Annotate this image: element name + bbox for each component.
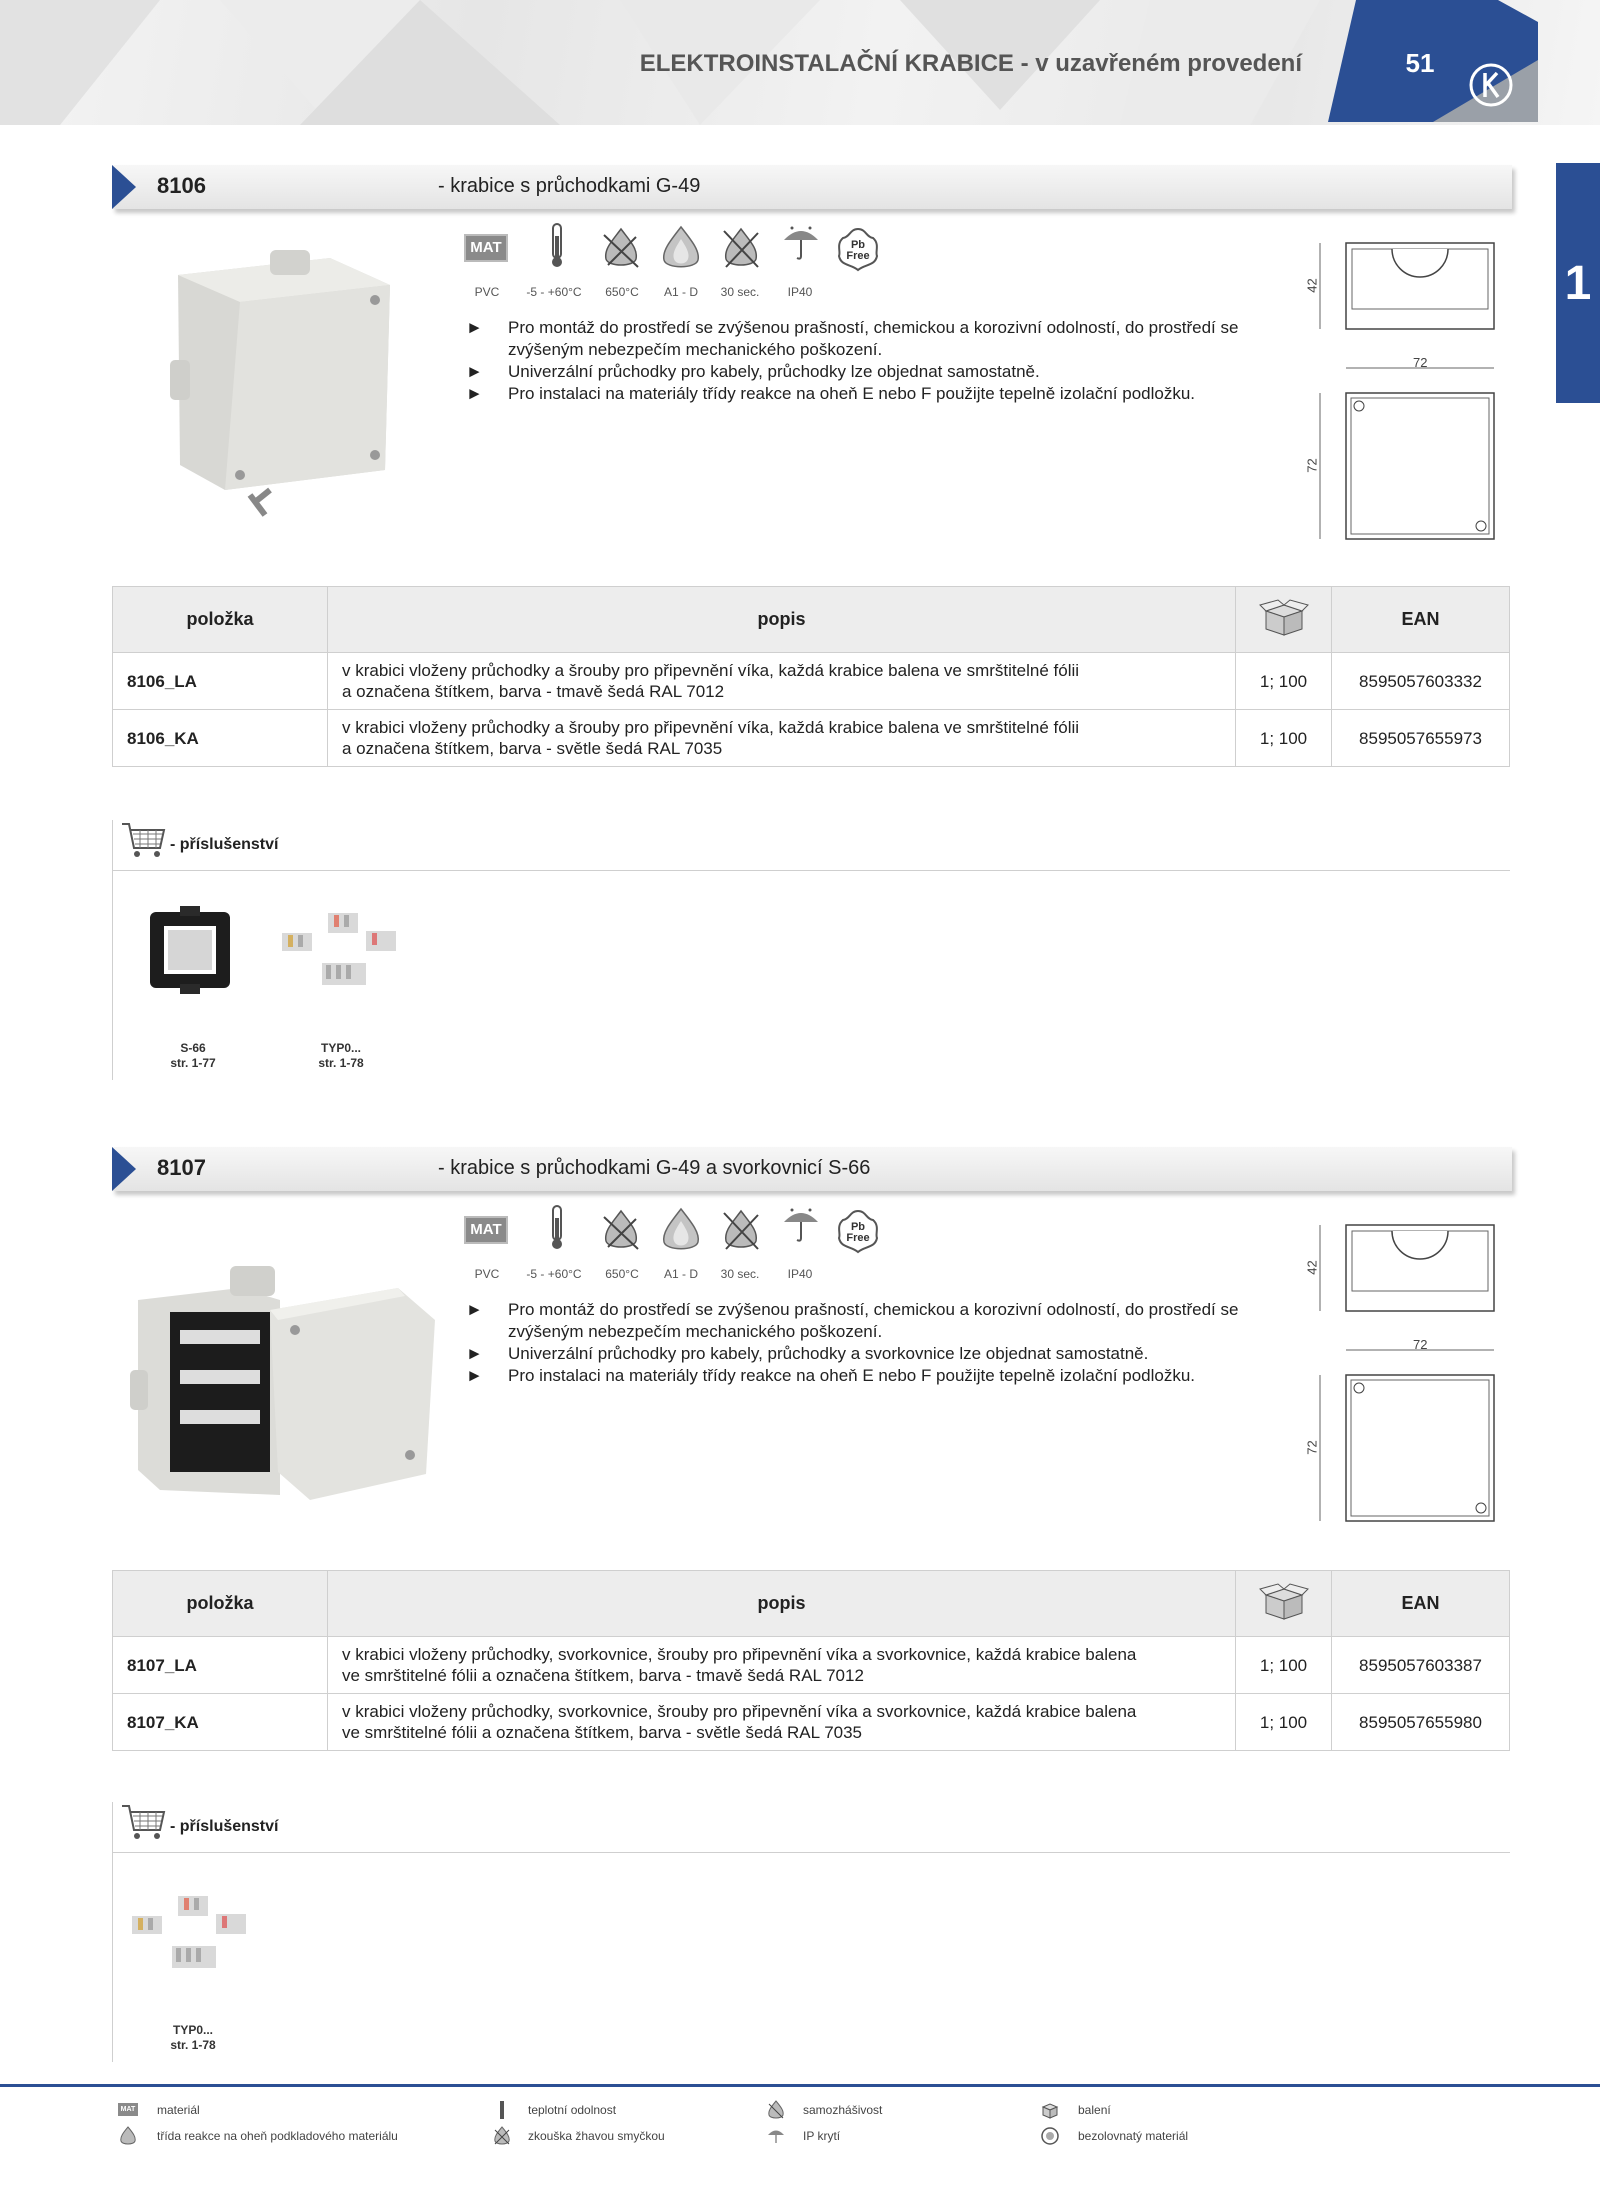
product-image-8107 xyxy=(130,1260,440,1510)
ip-rating-label: IP40 xyxy=(787,1267,813,1281)
row-quantity: 1; 100 xyxy=(1236,1694,1332,1751)
glow-wire-icon xyxy=(598,1207,644,1253)
accessories-border xyxy=(112,1802,113,2062)
table-row xyxy=(113,653,1510,710)
self-extinguish-icon xyxy=(718,225,764,271)
glow-wire-label: 650°C xyxy=(605,285,639,299)
pb-free-icon xyxy=(1040,2126,1060,2146)
col-header-package xyxy=(1236,1571,1332,1637)
self-extinguish-icon xyxy=(766,2100,786,2120)
umbrella-icon xyxy=(778,1204,824,1250)
row-quantity: 1; 100 xyxy=(1236,710,1332,767)
self-extinguish-label: 30 sec. xyxy=(720,285,760,299)
cart-icon xyxy=(120,820,166,860)
row-code: 8107_LA xyxy=(113,1637,328,1694)
fire-class-label: A1 - D xyxy=(663,1267,698,1281)
umbrella-icon xyxy=(766,2126,786,2146)
dim-depth: 72 xyxy=(1304,458,1320,473)
accessory-image-typ0 xyxy=(128,1888,258,1988)
accessories-title: - příslušenství xyxy=(170,836,279,853)
row-description: v krabici vloženy průchodky a šrouby pro připevnění víka, každá krabice balena ve smrštitelné fólii a označena štítkem, barva - světle šedá RAL 7035 xyxy=(328,710,1236,767)
product-table-8106 xyxy=(112,586,1510,767)
package-icon xyxy=(1258,597,1310,637)
feature-item: ► Pro montáž do prostředí se zvýšenou prašností, chemickou a korozivní odolností, do prostředí se zvýšeným nebezpečím mechanického poškození. xyxy=(466,318,1239,359)
accessory-image-typ0 xyxy=(278,905,408,1005)
row-quantity: 1; 100 xyxy=(1236,653,1332,710)
dim-height: 42 xyxy=(1304,1260,1320,1275)
row-description: v krabici vloženy průchodky, svorkovnice, šrouby pro připevnění víka a svorkovnice, každá krabice balena ve smrštitelné fólii a označena štítkem, barva - světle šedá RAL 7035 xyxy=(328,1694,1236,1751)
legend-label: zkouška žhavou smyčkou xyxy=(528,2129,665,2143)
row-description: v krabici vloženy průchodky a šrouby pro připevnění víka, každá krabice balena ve smrštitelné fólii a označena štítkem, barva - tmavě šedá RAL 7012 xyxy=(328,653,1236,710)
row-code: 8107_KA xyxy=(113,1694,328,1751)
product-table-8107 xyxy=(112,1570,1510,1751)
accessories-divider xyxy=(112,870,1510,871)
cart-icon xyxy=(120,1802,166,1842)
section-subtitle: - krabice s průchodkami G-49 xyxy=(438,175,701,197)
thermometer-icon xyxy=(534,222,580,268)
glow-wire-icon xyxy=(492,2126,512,2146)
legend-label: teplotní odolnost xyxy=(528,2103,617,2117)
feature-item: ► Univerzální průchodky pro kabely, průchodky a svorkovnice lze objednat samostatně. xyxy=(466,1344,1149,1363)
mat-icon: MAT xyxy=(464,1216,508,1244)
temperature-label: -5 - +60°C xyxy=(526,1267,582,1281)
col-header-ean: EAN xyxy=(1332,1571,1510,1637)
package-icon xyxy=(1258,1581,1310,1621)
accessories-divider xyxy=(112,1852,1510,1853)
page-header-title: ELEKTROINSTALAČNÍ KRABICE - v uzavřeném provedení xyxy=(639,50,1302,77)
col-header-description: popis xyxy=(328,587,1236,653)
section-code: 8106 xyxy=(157,173,206,198)
accessory-caption-typ0[interactable]: TYP0... str. 1-78 xyxy=(318,1041,364,1070)
package-icon xyxy=(1040,2100,1060,2120)
footer-divider xyxy=(0,2084,1600,2087)
row-ean: 8595057655973 xyxy=(1332,710,1510,767)
mat-icon: MAT xyxy=(464,234,508,262)
pb-free-label: Pb Free xyxy=(846,1221,870,1244)
glow-wire-label: 650°C xyxy=(605,1267,639,1281)
thermometer-icon xyxy=(534,1204,580,1250)
chapter-tab: 1 xyxy=(1556,163,1600,403)
technical-drawing-8106 xyxy=(1300,235,1510,545)
feature-item: ► Pro instalaci na materiály třídy reakce na oheň E nebo F použijte tepelně izolační podložku. xyxy=(466,384,1196,403)
row-ean: 8595057603332 xyxy=(1332,653,1510,710)
feature-item: ► Univerzální průchodky pro kabely, průchodky lze objednat samostatně. xyxy=(466,362,1040,381)
table-row xyxy=(113,1637,1510,1694)
accessory-caption-s66[interactable]: S-66 str. 1-77 xyxy=(170,1041,216,1070)
feature-item: ► Pro montáž do prostředí se zvýšenou prašností, chemickou a korozivní odolností, do prostředí se zvýšeným nebezpečím mechanického poškození. xyxy=(466,1300,1239,1341)
row-code: 8106_KA xyxy=(113,710,328,767)
self-extinguish-icon xyxy=(718,1207,764,1253)
row-description: v krabici vloženy průchodky, svorkovnice, šrouby pro připevnění víka a svorkovnice, každá krabice balena ve smrštitelné fólii a označena štítkem, barva - tmavě šedá RAL 7012 xyxy=(328,1637,1236,1694)
flame-drop-icon xyxy=(658,225,704,271)
fire-class-label: A1 - D xyxy=(663,285,698,299)
section-subtitle: - krabice s průchodkami G-49 a svorkovnicí S-66 xyxy=(438,1157,871,1179)
accessory-image-s66 xyxy=(140,900,240,1000)
col-header-item: položka xyxy=(113,1571,328,1637)
thermometer-icon xyxy=(492,2100,512,2120)
temperature-label: -5 - +60°C xyxy=(526,285,582,299)
row-code: 8106_LA xyxy=(113,653,328,710)
accessories-title: - příslušenství xyxy=(170,1818,279,1835)
material-label: PVC xyxy=(474,285,500,299)
self-extinguish-label: 30 sec. xyxy=(720,1267,760,1281)
flame-drop-icon xyxy=(658,1207,704,1253)
product-image-8106 xyxy=(170,240,400,520)
section-arrow-icon xyxy=(112,1147,136,1191)
dim-width: 72 xyxy=(1413,1337,1428,1352)
mat-icon: MAT xyxy=(118,2103,138,2116)
dim-depth: 72 xyxy=(1304,1440,1320,1455)
table-row xyxy=(113,1694,1510,1751)
ip-rating-label: IP40 xyxy=(787,285,813,299)
technical-drawing-8107 xyxy=(1300,1217,1510,1527)
umbrella-icon xyxy=(778,222,824,268)
feature-item: ► Pro instalaci na materiály třídy reakce na oheň E nebo F použijte tepelně izolační podložku. xyxy=(466,1366,1196,1385)
page-number: 51 xyxy=(1405,48,1435,78)
accessory-caption-typ0[interactable]: TYP0... str. 1-78 xyxy=(170,2023,216,2052)
glow-wire-icon xyxy=(598,225,644,271)
feature-list-8106 xyxy=(466,317,1296,405)
pb-free-label: Pb Free xyxy=(846,239,870,262)
section-code: 8107 xyxy=(157,1155,206,1180)
col-header-package xyxy=(1236,587,1332,653)
legend-label: bezolovnatý materiál xyxy=(1078,2129,1189,2143)
feature-list-8107 xyxy=(466,1299,1296,1387)
col-header-description: popis xyxy=(328,1571,1236,1637)
legend-label: materiál xyxy=(157,2103,200,2117)
legend-label: balení xyxy=(1078,2103,1111,2117)
col-header-item: položka xyxy=(113,587,328,653)
kopos-logo-icon xyxy=(1468,62,1514,108)
row-quantity: 1; 100 xyxy=(1236,1637,1332,1694)
legend-label: samozhášivost xyxy=(803,2103,883,2117)
legend-label: třída reakce na oheň podkladového materiálu xyxy=(157,2129,398,2143)
dim-height: 42 xyxy=(1304,278,1320,293)
col-header-ean: EAN xyxy=(1332,587,1510,653)
accessories-border xyxy=(112,820,113,1080)
section-arrow-icon xyxy=(112,165,136,209)
material-label: PVC xyxy=(474,1267,500,1281)
row-ean: 8595057655980 xyxy=(1332,1694,1510,1751)
table-row xyxy=(113,710,1510,767)
row-ean: 8595057603387 xyxy=(1332,1637,1510,1694)
legend-label: IP krytí xyxy=(803,2129,841,2143)
dim-width: 72 xyxy=(1413,355,1428,370)
flame-drop-icon xyxy=(118,2126,138,2146)
section-bar-8106 xyxy=(112,165,1512,209)
